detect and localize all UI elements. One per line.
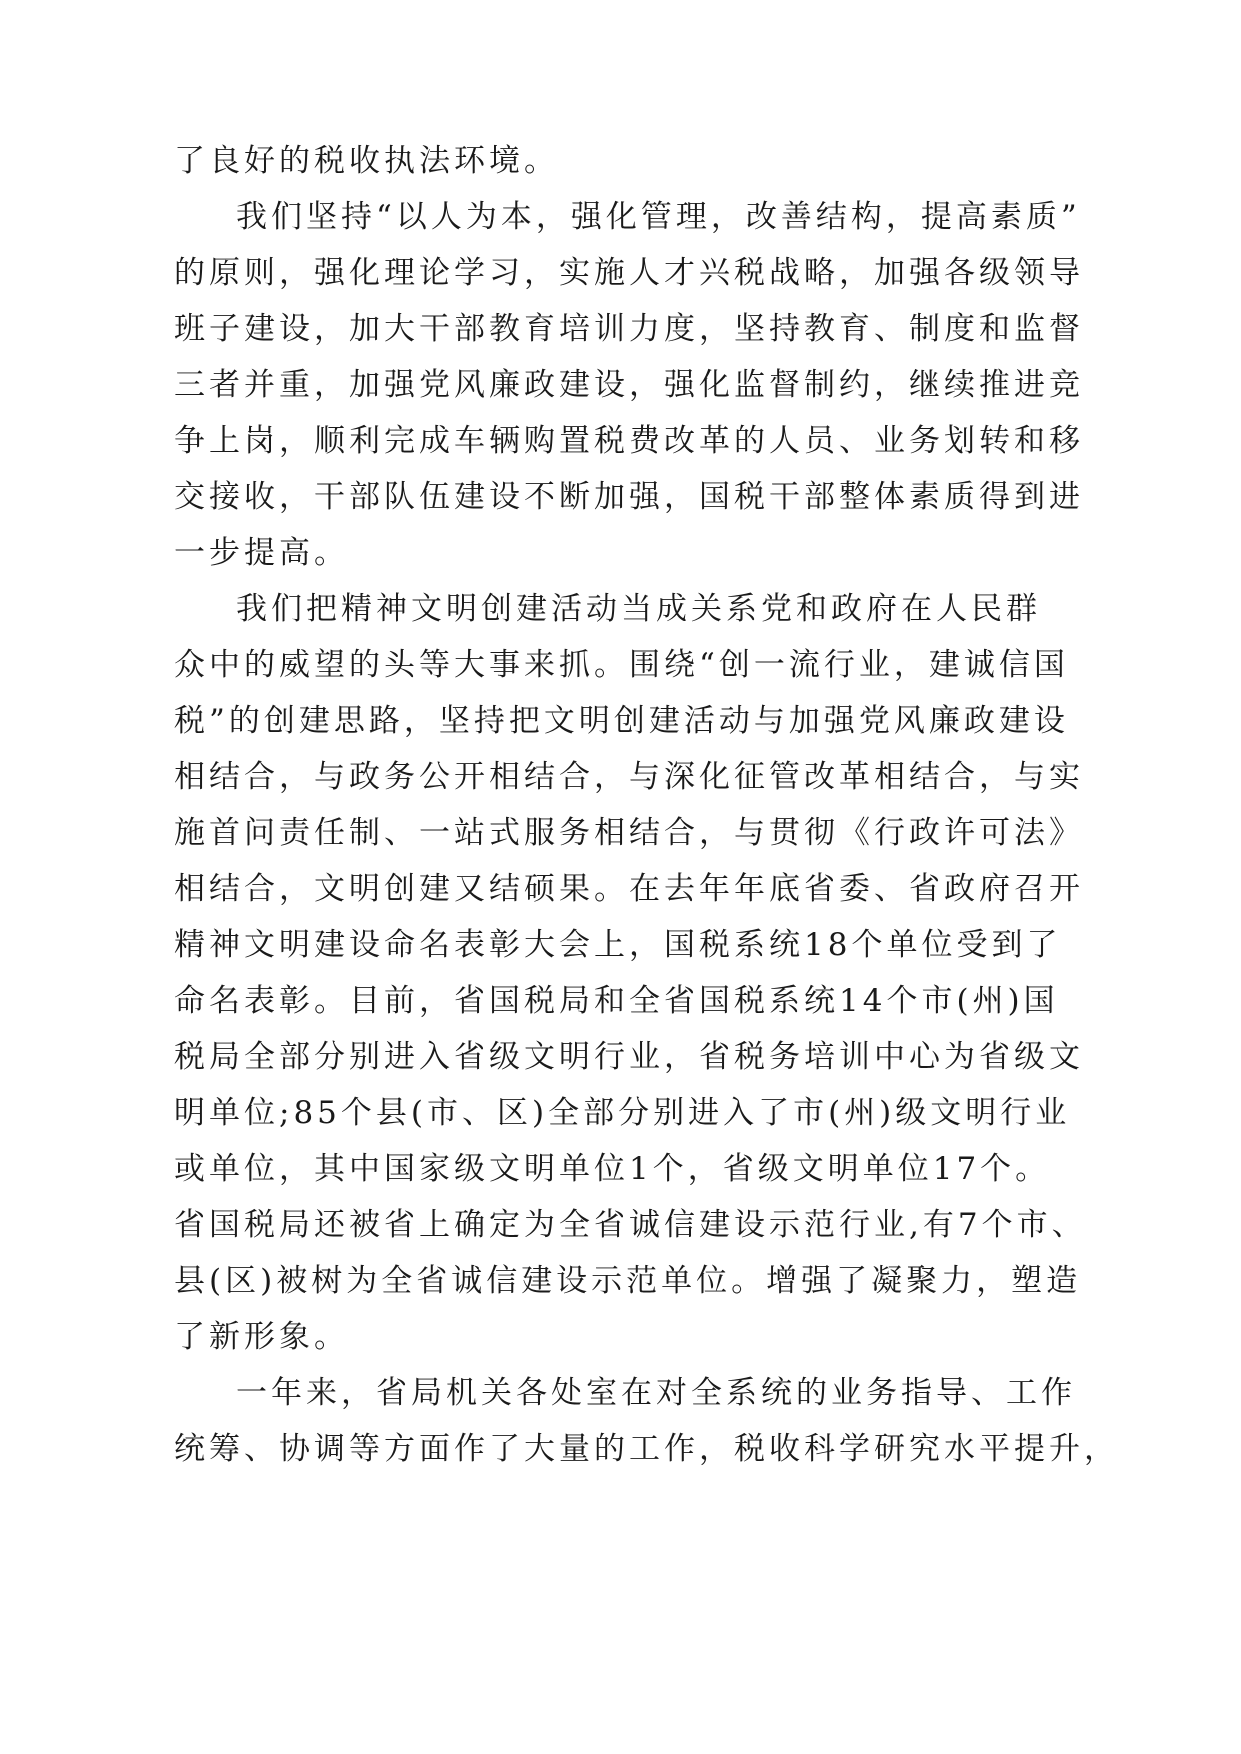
paragraph-line: 一年来，省局机关各处室在对全系统的业务指导、工作 [236, 1375, 1076, 1411]
paragraph-line: 了良好的税收执法环境。 [174, 143, 559, 179]
paragraph-line: 相结合，文明创建又结硕果。在去年年底省委、省政府召开 [174, 871, 1084, 907]
paragraph-line: 众中的威望的头等大事来抓。围绕“创一流行业，建诚信国 [174, 647, 1069, 683]
paragraph-line: 了新形象。 [174, 1319, 349, 1355]
paragraph-line: 明单位;85个县(市、区)全部分别进入了市(州)级文明行业 [174, 1095, 1071, 1131]
paragraph-line: 县(区)被树为全省诚信建设示范单位。增强了凝聚力，塑造 [174, 1263, 1082, 1299]
paragraph-line: 三者并重，加强党风廉政建设，强化监督制约，继续推进竞 [174, 367, 1084, 403]
paragraph-line: 税局全部分别进入省级文明行业，省税务培训中心为省级文 [174, 1039, 1084, 1075]
paragraph-line: 我们坚持“以人为本，强化管理，改善结构，提高素质” [236, 199, 1081, 235]
paragraph-line: 我们把精神文明创建活动当成关系党和政府在人民群 [236, 591, 1041, 627]
paragraph-line: 命名表彰。目前，省国税局和全省国税系统14个市(州)国 [174, 983, 1059, 1019]
paragraph-line: 精神文明建设命名表彰大会上，国税系统18个单位受到了 [174, 927, 1062, 963]
paragraph-line: 争上岗，顺利完成车辆购置税费改革的人员、业务划转和移 [174, 423, 1084, 459]
paragraph-line: 的原则，强化理论学习，实施人才兴税战略，加强各级领导 [174, 255, 1084, 291]
paragraph-line: 交接收，干部队伍建设不断加强，国税干部整体素质得到进 [174, 479, 1084, 515]
paragraph-line: 省国税局还被省上确定为全省诚信建设示范行业,有7个市、 [174, 1207, 1087, 1243]
paragraph-line: 施首问责任制、一站式服务相结合，与贯彻《行政许可法》 [174, 815, 1084, 851]
paragraph-line: 相结合，与政务公开相结合，与深化征管改革相结合，与实 [174, 759, 1084, 795]
paragraph-line: 班子建设，加大干部教育培训力度，坚持教育、制度和监督 [174, 311, 1084, 347]
paragraph-line: 统筹、协调等方面作了大量的工作，税收科学研究水平提升， [174, 1431, 1119, 1467]
paragraph-line: 或单位，其中国家级文明单位1个，省级文明单位17个。 [174, 1151, 1051, 1187]
paragraph-line: 税”的创建思路，坚持把文明创建活动与加强党风廉政建设 [174, 703, 1069, 739]
paragraph-line: 一步提高。 [174, 535, 349, 571]
